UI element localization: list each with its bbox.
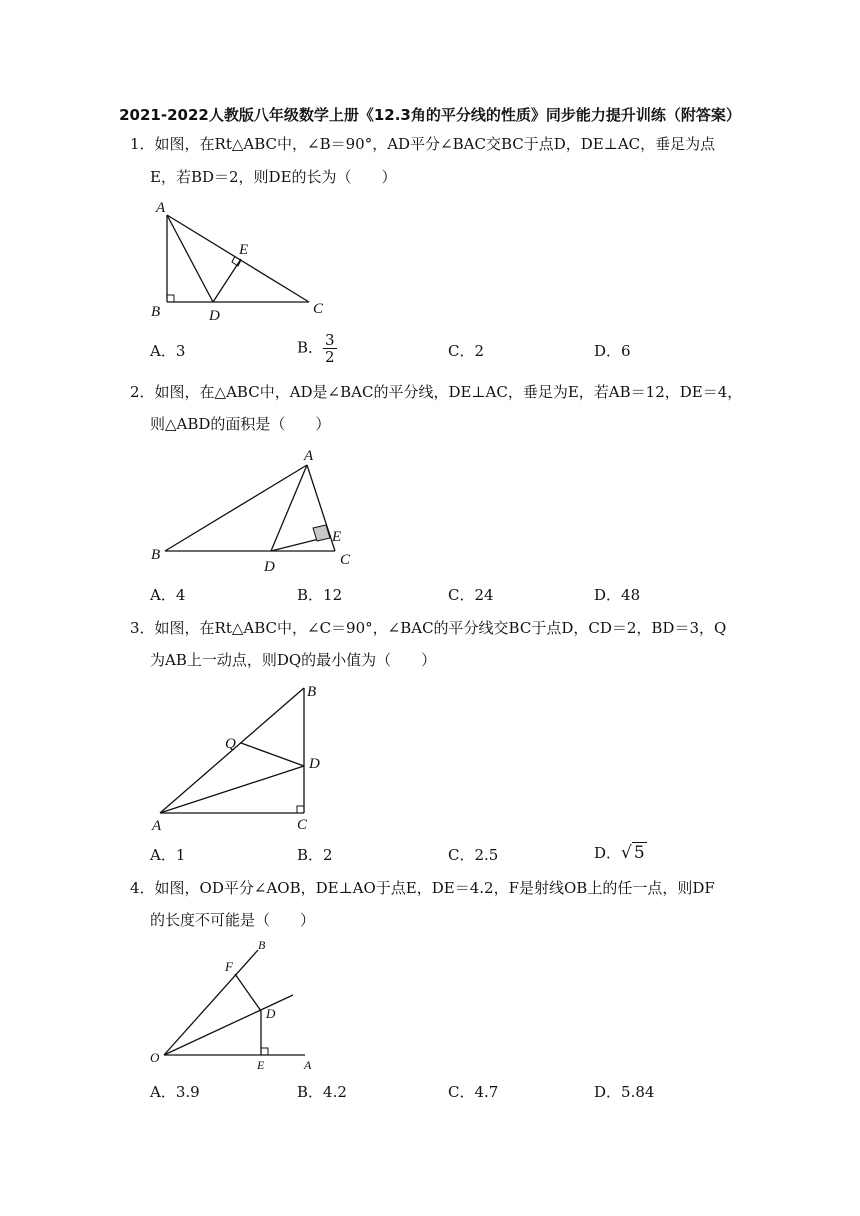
fig2-label-e: E <box>332 529 342 545</box>
question-2-line-1 <box>130 382 742 402</box>
fig4-label-o: O <box>150 1050 160 1065</box>
q3-option-d-label: D． <box>594 844 622 862</box>
fraction-numerator: 3 <box>325 331 335 349</box>
q3-option-b[interactable]: B．2 <box>297 846 333 864</box>
radicand: 5 <box>633 843 645 863</box>
fig2-label-a: A <box>304 448 314 464</box>
q4-option-d[interactable]: D．5.84 <box>594 1083 655 1101</box>
q3-option-a[interactable]: A．1 <box>150 846 186 864</box>
q2-option-a[interactable]: A．4 <box>150 586 186 604</box>
q4-option-c[interactable]: C．4.7 <box>448 1083 499 1101</box>
question-2-text-1: 如图，在△ABC中，AD是∠BAC的平分线，DE⊥AC，垂足为E，若AB＝12，DE＝4， <box>154 383 743 401</box>
q2-option-c[interactable]: C．24 <box>448 586 494 604</box>
fig3-label-d: D <box>309 756 320 772</box>
q4-option-a[interactable]: A．3.9 <box>150 1083 200 1101</box>
fig1-label-c: C <box>313 301 324 317</box>
question-1-text-1: 如图，在Rt△ABC中，∠B＝90°，AD平分∠BAC交BC于点D，DE⊥AC，垂足为点 <box>154 135 716 153</box>
fraction <box>323 332 337 365</box>
question-4-number: 4． <box>130 879 155 897</box>
fig4-label-d: D <box>266 1006 276 1021</box>
fig3-label-b: B <box>307 684 317 700</box>
figure-1 <box>150 198 350 326</box>
square-root: √ 5 <box>621 843 645 863</box>
fig1-label-a: A <box>156 200 166 216</box>
fig4-label-b: B <box>258 938 266 952</box>
question-1-line-1 <box>130 134 715 154</box>
q1-option-c[interactable]: C．2 <box>448 342 485 360</box>
figure-3 <box>150 682 340 832</box>
fig3-label-q: Q <box>225 736 236 752</box>
q1-option-b-label: B． <box>297 338 324 357</box>
question-4-text-1: 如图，OD平分∠AOB，DE⊥AO于点E，DE＝4.2，F是射线OB上的任一点，则DF <box>154 879 715 897</box>
fraction-denominator: 2 <box>325 348 335 366</box>
q3-option-c[interactable]: C．2.5 <box>448 846 499 864</box>
question-4-text-2: 的长度不可能是（ ） <box>150 911 316 929</box>
q2-option-b[interactable]: B．12 <box>297 586 343 604</box>
figure-2 <box>150 445 365 575</box>
fig2-label-b: B <box>151 547 161 563</box>
fig4-label-a: A <box>304 1058 312 1072</box>
document-title: 2021-2022人教版八年级数学上册《12.3角的平分线的性质》同步能力提升训练（附答案） <box>119 106 741 124</box>
q4-option-b[interactable]: B．4.2 <box>297 1083 347 1101</box>
question-2-text-2: 则△ABD的面积是（ ） <box>150 415 331 433</box>
fig3-label-c: C <box>297 817 308 833</box>
question-1-text-2: E，若BD＝2，则DE的长为（ ） <box>150 168 397 186</box>
q1-option-b[interactable] <box>297 332 337 365</box>
q3-option-d[interactable] <box>594 843 647 863</box>
fig2-label-d: D <box>264 559 275 575</box>
fig4-label-e: E <box>257 1058 265 1072</box>
q1-option-a[interactable]: A．3 <box>150 342 186 360</box>
fig3-label-a: A <box>152 818 162 834</box>
q2-option-d[interactable]: D．48 <box>594 586 641 604</box>
fig4-label-f: F <box>225 959 233 974</box>
question-3-line-1 <box>130 618 726 638</box>
figure-4 <box>150 938 340 1074</box>
question-1-number: 1． <box>130 135 155 153</box>
question-3-number: 3． <box>130 619 155 637</box>
question-4-line-1 <box>130 878 715 898</box>
fig1-label-d: D <box>209 308 220 324</box>
question-2-number: 2． <box>130 383 155 401</box>
question-3-text-1: 如图，在Rt△ABC中，∠C＝90°，∠BAC的平分线交BC于点D，CD＝2，BD＝3，Q <box>154 619 727 637</box>
fig2-label-c: C <box>340 552 351 568</box>
fig1-label-e: E <box>239 242 249 258</box>
fig1-label-b: B <box>151 304 161 320</box>
question-3-text-2: 为AB上一动点，则DQ的最小值为（ ） <box>150 651 437 669</box>
q1-option-d[interactable]: D．6 <box>594 342 631 360</box>
